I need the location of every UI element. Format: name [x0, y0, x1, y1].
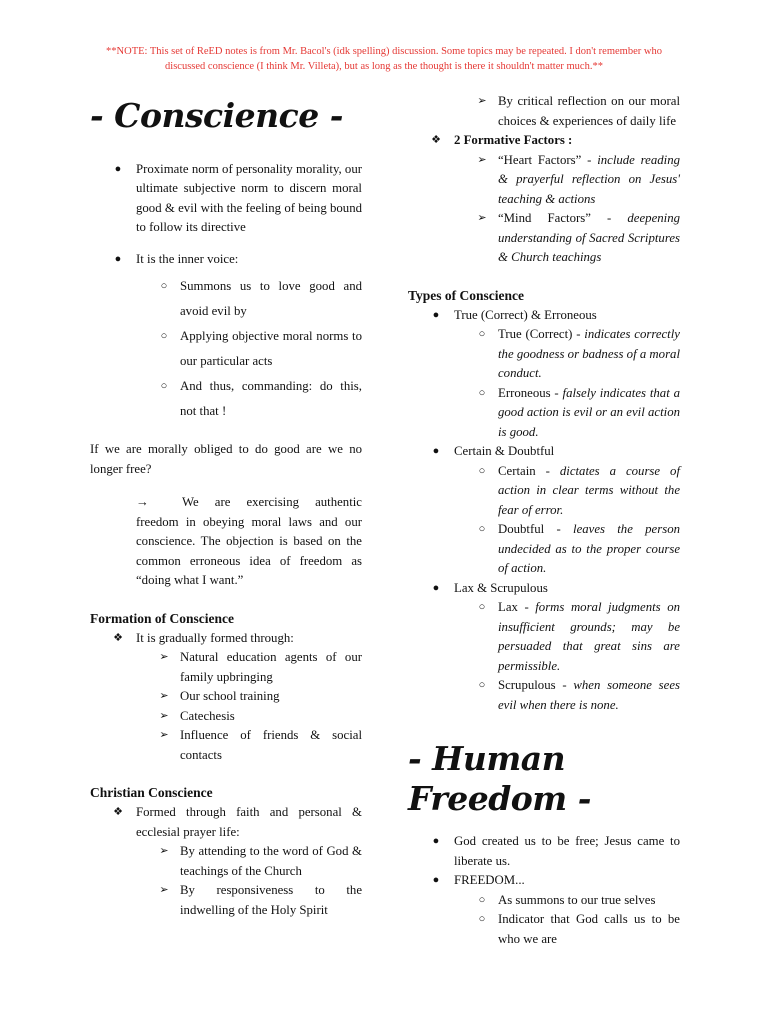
bullet-icon: ● [432, 308, 440, 321]
conscience-list [90, 160, 362, 270]
question-paragraph: If we are morally obliged to do good are we no longer free? [90, 442, 362, 476]
christian-heading: Christian Conscience [90, 785, 213, 801]
human-freedom-title: - Human Freedom - [408, 739, 591, 818]
freedom-list [408, 832, 680, 949]
formation-heading: Formation of Conscience [90, 610, 234, 626]
list-item: ➢ “Mind Factors” - deepening understanding of Sacred Scriptures & Church teachings [408, 209, 680, 268]
list-item: ○ Indicator that God calls us to be who we are [408, 910, 680, 949]
list-item: ➢ Influence of friends & social contacts [90, 726, 362, 765]
chevron-icon: ➢ [159, 729, 169, 742]
list-item: ○ Lax - forms moral judgments on insufficient grounds; may be persuaded that great sins are permissible. [408, 598, 680, 676]
chevron-icon: ➢ [477, 95, 487, 107]
list-item: ● Lax & Scrupulous [408, 579, 680, 599]
formative-factors-title: 2 Formative Factors : [454, 133, 573, 147]
list-item: ○ Certain - dictates a course of action in clear terms without the fear of error. [408, 462, 680, 521]
arrow-icon: → [136, 495, 149, 510]
list-item: ● True (Correct) & Erroneous [408, 306, 680, 326]
christian-list-continued [408, 92, 680, 268]
list-item: ● It is the inner voice: [90, 250, 362, 270]
bullet-icon: ● [114, 252, 122, 265]
list-item: ➢ Natural education agents of our family upbringing [90, 648, 362, 687]
list-item: ○ As summons to our true selves [408, 891, 680, 911]
conscience-title: - Conscience - [90, 96, 343, 135]
inner-voice-list [90, 274, 362, 424]
page-note: **NOTE: This set of ReED notes is from Mr. Bacol's (idk spelling) discussion. Some topics may be repeated. I don't remember who discussed conscience (I think Mr. Villeta), but as long as the thought is there it shouldn't matter much.** [106, 46, 662, 73]
types-heading: Types of Conscience [408, 287, 524, 303]
list-item: ➢ By attending to the word of God & teachings of the Church [90, 842, 362, 881]
bullet-icon: ● [114, 162, 122, 175]
circle-icon: ○ [478, 893, 486, 906]
christian-list [90, 803, 362, 920]
answer-paragraph: → We are exercising authentic freedom in obeying moral laws and our conscience. The objection is based on the common erroneous idea of freedom as “doing what I want.” [136, 495, 362, 588]
diamond-icon: ❖ [113, 631, 123, 644]
chevron-icon: ➢ [477, 212, 487, 224]
left-column [90, 90, 362, 920]
circle-icon: ○ [478, 679, 486, 691]
circle-icon: ○ [478, 386, 486, 399]
list-item: ❖ Formed through faith and personal & ecclesial prayer life: [90, 803, 362, 842]
bullet-icon: ● [432, 581, 440, 594]
circle-icon: ○ [478, 464, 486, 477]
list-item: ○ True (Correct) - indicates correctly the goodness or badness of a moral conduct. [408, 325, 680, 384]
chevron-icon: ➢ [159, 651, 169, 664]
chevron-icon: ➢ [159, 690, 169, 703]
list-item: ❖ It is gradually formed through: [90, 629, 362, 649]
circle-icon: ○ [478, 913, 486, 926]
diamond-icon: ❖ [113, 806, 123, 819]
list-item: ➢ Catechesis [90, 707, 362, 727]
list-item: ● Proximate norm of personality morality, our ultimate subjective norm to discern moral good & evil with the feeling of being bound to follow its directive [90, 160, 362, 238]
types-list [408, 306, 680, 716]
chevron-icon: ➢ [477, 153, 487, 166]
list-item: ● Certain & Doubtful [408, 442, 680, 462]
circle-icon: ○ [160, 280, 168, 293]
list-item: ○ Erroneous - falsely indicates that a good action is evil or an evil action is good. [408, 384, 680, 443]
list-item: ○ Doubtful - leaves the person undecided as to the proper course of action. [408, 520, 680, 579]
list-item: ○ Summons us to love good and avoid evil by [90, 274, 362, 324]
list-item: ➢ Our school training [90, 687, 362, 707]
list-item: ➢ By responsiveness to the indwelling of the Holy Spirit [90, 881, 362, 920]
diamond-icon: ❖ [431, 134, 441, 146]
circle-icon: ○ [478, 523, 486, 535]
circle-icon: ○ [478, 328, 486, 340]
list-item: ➢ “Heart Factors” - include reading & prayerful reflection on Jesus' teaching & actions [408, 151, 680, 210]
chevron-icon: ➢ [159, 884, 169, 897]
right-column [408, 92, 680, 949]
bullet-icon: ● [432, 874, 440, 887]
list-item: ➢ By critical reflection on our moral choices & experiences of daily life [408, 92, 680, 131]
list-item: ● FREEDOM... [408, 871, 680, 891]
chevron-icon: ➢ [159, 845, 169, 858]
list-item [408, 131, 680, 151]
chevron-icon: ➢ [159, 709, 169, 722]
bullet-icon: ● [432, 835, 440, 848]
circle-icon: ○ [160, 380, 168, 393]
list-item: ● God created us to be free; Jesus came to liberate us. [408, 832, 680, 871]
list-item: ○ Applying objective moral norms to our particular acts [90, 324, 362, 374]
formation-list [90, 629, 362, 766]
list-item: ○ Scrupulous - when someone sees evil when there is none. [408, 676, 680, 715]
circle-icon: ○ [160, 330, 168, 343]
list-item: ○ And thus, commanding: do this, not that ! [90, 374, 362, 424]
bullet-icon: ● [432, 445, 440, 457]
circle-icon: ○ [478, 601, 486, 613]
